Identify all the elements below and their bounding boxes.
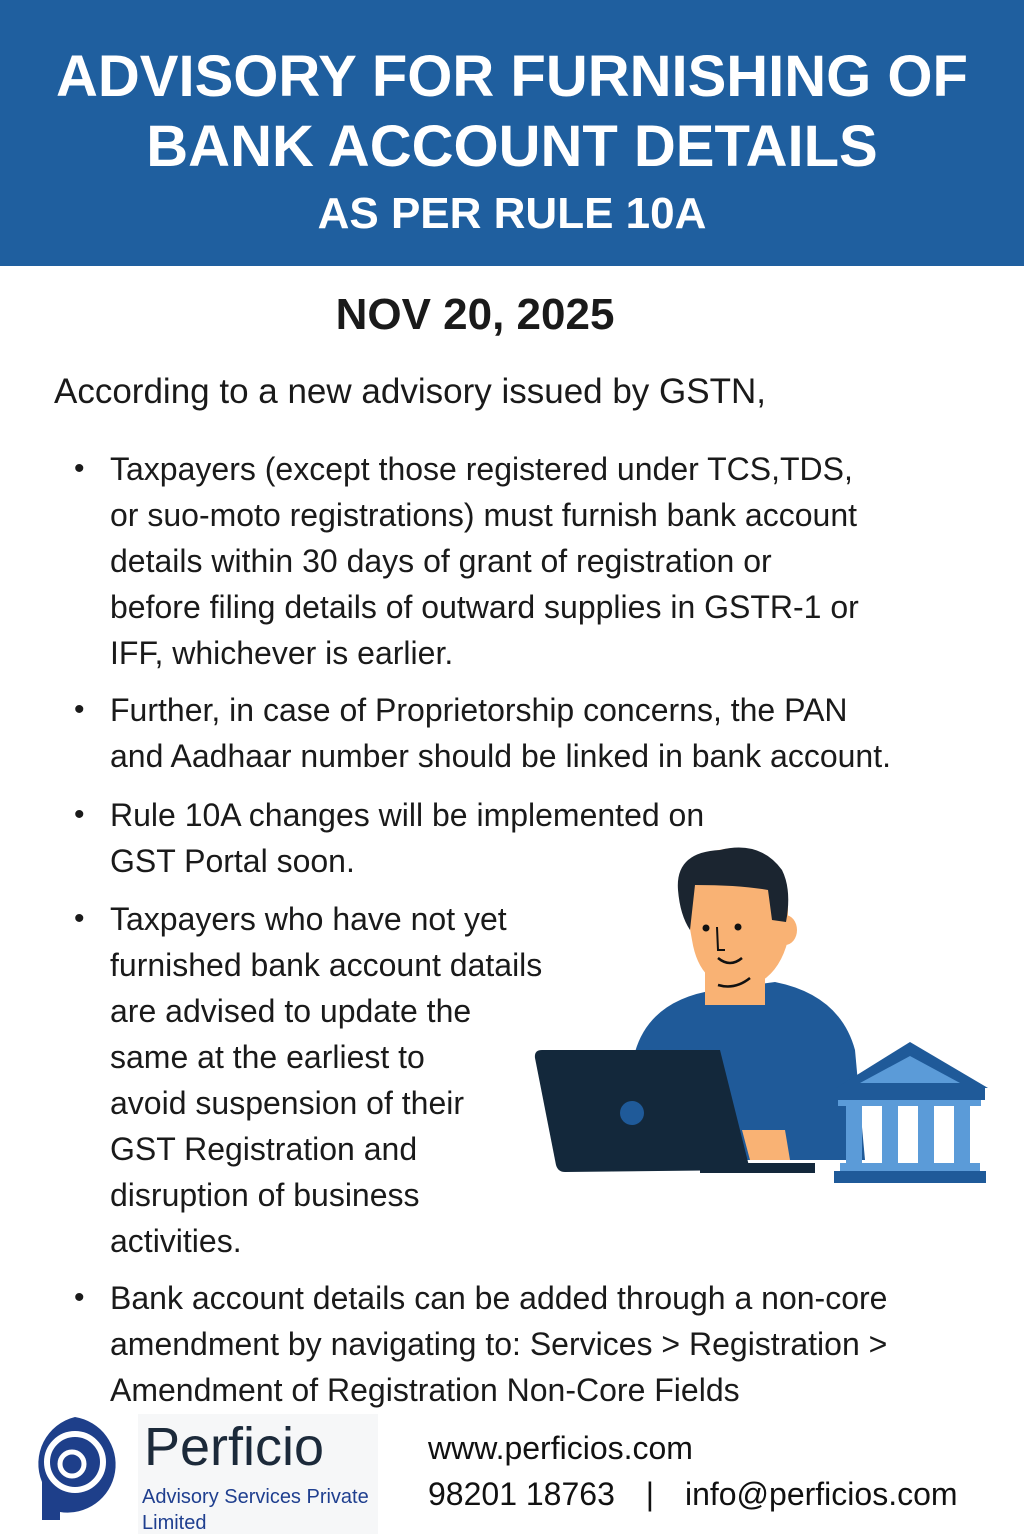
bullet-text-line: disruption of business [110, 1177, 420, 1213]
bullet-icon: • [74, 798, 85, 831]
bullet-text-line: GST Portal soon. [110, 843, 355, 879]
bullet-item [74, 896, 542, 1264]
person-laptop-bank-illustration [520, 830, 1000, 1195]
bullet-icon: • [74, 693, 85, 726]
bullet-text-line: Further, in case of Proprietorship concerns, the PAN [110, 692, 848, 728]
bank-icon [834, 1042, 988, 1183]
bullet-text-line: Bank account details can be added through a non-core [110, 1280, 888, 1316]
bullet-text-line: Amendment of Registration Non-Core Fields [110, 1372, 740, 1408]
bullet-text-line: are advised to update the [110, 993, 472, 1029]
bullet-text-line: GST Registration and [110, 1131, 418, 1167]
brand-subtitle-line-1: Advisory Services Private [142, 1486, 369, 1508]
bullet-item [74, 687, 891, 779]
bullet-item [74, 446, 859, 676]
bullet-text-line: Taxpayers (except those registered under TCS,TDS, [110, 451, 853, 487]
date: NOV 20, 2025 [335, 290, 615, 339]
contact-line [428, 1476, 958, 1513]
bullet-text-line: amendment by navigating to: Services > Registration > [110, 1326, 888, 1362]
bullet-text-line: details within 30 days of grant of registration or [110, 543, 772, 579]
bullet-text-line: activities. [110, 1223, 242, 1259]
bullet-text-line: Rule 10A changes will be implemented on [110, 797, 705, 833]
brand-subtitle-line-2: Limited [142, 1512, 207, 1534]
subtitle: AS PER RULE 10A [317, 189, 707, 238]
brand-name: Perficio [144, 1417, 325, 1477]
brand-subtitle [142, 1484, 369, 1536]
bullet-text-line: and Aadhaar number should be linked in bank account. [110, 738, 891, 774]
phone-number[interactable]: 98201 18763 [428, 1476, 615, 1512]
title-line-2: BANK ACCOUNT DETAILS [146, 114, 878, 179]
brand-block [138, 1414, 378, 1534]
bullet-text-line: before filing details of outward supplies in GSTR-1 or [110, 589, 859, 625]
bullet-text-line: Taxpayers who have not yet [110, 901, 507, 937]
bullet-text-line: furnished bank account datails [110, 947, 543, 983]
title-line-1: ADVISORY FOR FURNISHING OF [56, 44, 968, 109]
email-link[interactable]: info@perficios.com [684, 1476, 958, 1512]
bullet-text-line: IFF, whichever is earlier. [110, 635, 454, 671]
bullet-icon: • [74, 452, 85, 485]
bullet-text-line: same at the earliest to [110, 1039, 425, 1075]
intro-text: According to a new advisory issued by GSTN, [54, 372, 766, 411]
bullet-text-line: avoid suspension of their [110, 1085, 464, 1121]
website-link[interactable]: www.perficios.com [428, 1430, 693, 1466]
bullet-icon: • [74, 902, 85, 935]
perficio-logo-icon [20, 1412, 130, 1527]
header-banner [0, 0, 1024, 266]
bullet-icon: • [74, 1281, 85, 1314]
separator: | [645, 1476, 655, 1512]
bullet-item [74, 1275, 887, 1413]
bullet-text-line: or suo-moto registrations) must furnish bank account [110, 497, 857, 533]
